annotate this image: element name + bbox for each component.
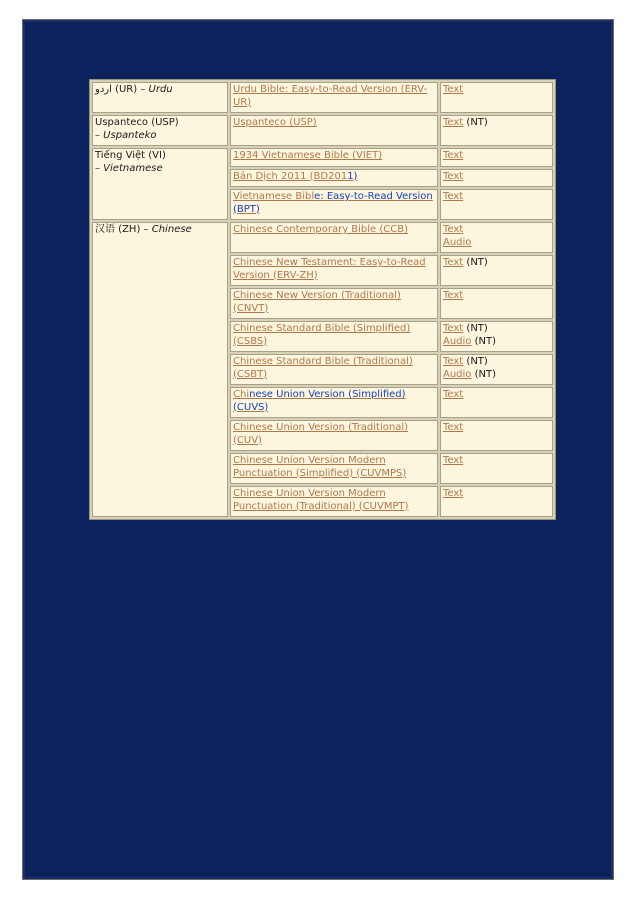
text-link[interactable]: Text bbox=[443, 488, 464, 499]
format-note: (NT) bbox=[474, 335, 497, 347]
text-link[interactable]: Text bbox=[443, 389, 464, 400]
format-cell bbox=[440, 255, 553, 286]
audio-link[interactable]: Audio bbox=[443, 335, 472, 347]
version-cell bbox=[230, 222, 438, 253]
version-cell bbox=[230, 387, 438, 418]
version-link[interactable]: Chinese Contemporary Bible (CCB) bbox=[233, 224, 409, 235]
version-name-part: 1) bbox=[347, 170, 358, 182]
format-cell bbox=[440, 321, 553, 352]
text-link[interactable]: Text bbox=[443, 290, 464, 301]
language-english: – Uspanteko bbox=[95, 129, 157, 141]
version-name-part: Chi bbox=[233, 389, 250, 400]
language-name: 汉语 (ZH) bbox=[95, 224, 141, 235]
format-cell bbox=[440, 486, 553, 517]
text-link[interactable]: Text bbox=[443, 191, 464, 202]
table-row bbox=[92, 115, 553, 146]
text-link[interactable]: Text bbox=[443, 356, 464, 367]
text-link[interactable]: Text bbox=[443, 323, 464, 334]
audio-link[interactable]: Audio bbox=[443, 368, 472, 380]
format-cell bbox=[440, 148, 553, 167]
version-link[interactable]: Urdu Bible: Easy-to-Read Version (ERV-UR) bbox=[233, 84, 428, 108]
version-link[interactable]: Chinese New Version (Traditional) (CNVT) bbox=[233, 290, 401, 314]
language-english: – Urdu bbox=[140, 84, 173, 95]
text-link[interactable]: Text bbox=[443, 150, 464, 161]
language-cell bbox=[92, 115, 228, 146]
version-link[interactable]: Chinese Union Version Modern Punctuation (Simplified) (CUVMPS) bbox=[233, 455, 407, 479]
version-link[interactable]: 1934 Vietnamese Bible (VIET) bbox=[233, 150, 383, 161]
version-name-part: Vietnamese Bibl bbox=[233, 191, 315, 202]
version-cell bbox=[230, 148, 438, 167]
format-note: (NT) bbox=[466, 356, 488, 367]
format-cell bbox=[440, 189, 553, 220]
language-name: اردو (UR) bbox=[95, 84, 138, 95]
format-cell bbox=[440, 82, 553, 113]
text-link[interactable]: Text bbox=[443, 257, 464, 268]
format-cell bbox=[440, 420, 553, 451]
language-cell bbox=[92, 148, 228, 220]
version-cell bbox=[230, 453, 438, 484]
table-row bbox=[92, 148, 553, 167]
text-link[interactable]: Text bbox=[443, 455, 464, 466]
version-name-part: Bản Dịch 2011 (BD201 bbox=[233, 170, 348, 182]
version-cell bbox=[230, 115, 438, 146]
version-cell bbox=[230, 486, 438, 517]
version-link[interactable]: Chinese Standard Bible (Traditional) (CSBT) bbox=[233, 356, 413, 380]
format-cell bbox=[440, 222, 553, 253]
table-row bbox=[92, 222, 553, 253]
version-cell bbox=[230, 255, 438, 286]
text-link[interactable]: Text bbox=[443, 224, 464, 235]
version-cell bbox=[230, 354, 438, 385]
version-link[interactable]: Chinese Union Version (Traditional) (CUV) bbox=[233, 422, 409, 446]
version-name-part: nese Union Version (Simplified) (CUVS) bbox=[233, 389, 406, 413]
version-cell bbox=[230, 321, 438, 352]
language-english: – Vietnamese bbox=[95, 162, 163, 174]
language-name: Tiếng Việt (VI) bbox=[95, 150, 166, 161]
version-cell bbox=[230, 420, 438, 451]
format-note: (NT) bbox=[466, 323, 488, 334]
version-link[interactable]: Chinese Union Version Modern Punctuation (Traditional) (CUVMPT) bbox=[233, 488, 409, 512]
version-link[interactable]: Uspanteco (USP) bbox=[233, 117, 317, 128]
format-cell bbox=[440, 169, 553, 188]
version-cell bbox=[230, 288, 438, 319]
version-cell bbox=[230, 189, 438, 220]
text-link[interactable]: Text bbox=[443, 422, 464, 433]
version-link[interactable] bbox=[233, 389, 406, 413]
format-cell bbox=[440, 115, 553, 146]
format-note: (NT) bbox=[466, 257, 488, 268]
format-cell bbox=[440, 288, 553, 319]
version-link[interactable]: Chinese Standard Bible (Simplified) (CSBS) bbox=[233, 323, 411, 347]
version-link[interactable] bbox=[233, 191, 433, 215]
version-name-part: e: Easy-to-Read Version (BPT) bbox=[233, 191, 433, 215]
version-link[interactable]: Chinese New Testament: Easy-to-Read Version (ERV-ZH) bbox=[233, 257, 426, 281]
version-cell bbox=[230, 169, 438, 188]
format-cell bbox=[440, 354, 553, 385]
format-cell bbox=[440, 387, 553, 418]
format-note: (NT) bbox=[466, 117, 488, 128]
language-cell bbox=[92, 82, 228, 113]
table-row bbox=[92, 82, 553, 113]
version-link[interactable] bbox=[233, 171, 357, 182]
audio-link[interactable]: Audio bbox=[443, 236, 472, 248]
text-link[interactable]: Text bbox=[443, 170, 464, 182]
language-english: – Chinese bbox=[143, 224, 192, 235]
language-name: Uspanteco (USP) bbox=[95, 117, 179, 128]
text-link[interactable]: Text bbox=[443, 84, 464, 95]
format-note: (NT) bbox=[474, 368, 497, 380]
bible-versions-table bbox=[89, 79, 556, 520]
text-link[interactable]: Text bbox=[443, 117, 464, 128]
format-cell bbox=[440, 453, 553, 484]
language-cell bbox=[92, 222, 228, 517]
version-cell bbox=[230, 82, 438, 113]
